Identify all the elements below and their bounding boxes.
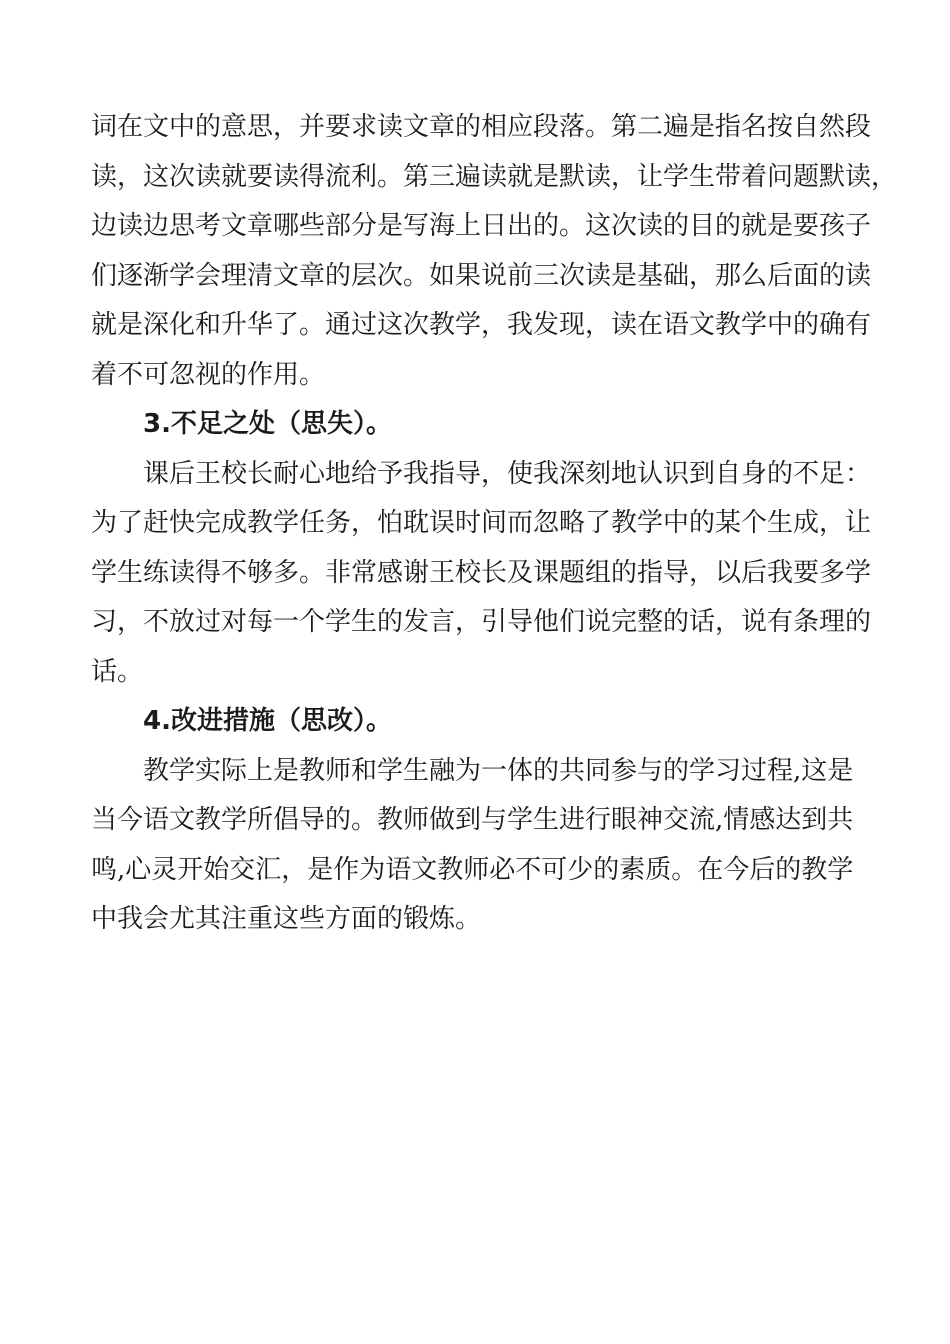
paragraph-line: 词在文中的意思，并要求读文章的相应段落。第二遍是指名按自然段 <box>91 112 872 142</box>
document-body <box>91 103 898 945</box>
section-heading-improvements: 4.改进措施（思改）。 <box>143 706 392 736</box>
paragraph-reading-method <box>91 103 898 400</box>
paragraph-line: 习，不放过对每一个学生的发言，引导他们说完整的话，说有条理的 <box>91 607 872 637</box>
paragraph-line: 就是深化和升华了。通过这次教学，我发现，读在语文教学中的确有 <box>91 310 872 340</box>
section-heading-shortcomings: 3.不足之处（思失）。 <box>143 409 392 439</box>
paragraph-line: 中我会尤其注重这些方面的锻炼。 <box>91 904 482 934</box>
paragraph-line: 们逐渐学会理清文章的层次。如果说前三次读是基础，那么后面的读 <box>91 260 872 291</box>
paragraph-line: 边读边思考文章哪些部分是写海上日出的。这次读的目的就是要孩子 <box>91 211 872 241</box>
paragraph-line: 为了赶快完成教学任务，怕耽误时间而忽略了教学中的某个生成，让 <box>91 508 872 538</box>
paragraph-shortcomings <box>91 450 881 698</box>
paragraph-line: 学生练读得不够多。非常感谢王校长及课题组的指导，以后我要多学 <box>91 557 872 588</box>
paragraph-line: 鸣,心灵开始交汇，是作为语文教师必不可少的素质。在今后的教学 <box>91 854 854 885</box>
paragraph-line: 教学实际上是教师和学生融为一体的共同参与的学习过程,这是 <box>143 755 854 786</box>
paragraph-line: 读，这次读就要读得流利。第三遍读就是默读，让学生带着问题默读， <box>91 161 898 192</box>
paragraph-line: 当今语文教学所倡导的。教师做到与学生进行眼神交流,情感达到共 <box>91 805 854 835</box>
paragraph-line: 课后王校长耐心地给予我指导，使我深刻地认识到自身的不足： <box>143 458 872 489</box>
paragraph-line: 话。 <box>91 656 144 687</box>
paragraph-improvements <box>91 747 881 945</box>
paragraph-line: 着不可忽视的作用。 <box>91 359 326 390</box>
